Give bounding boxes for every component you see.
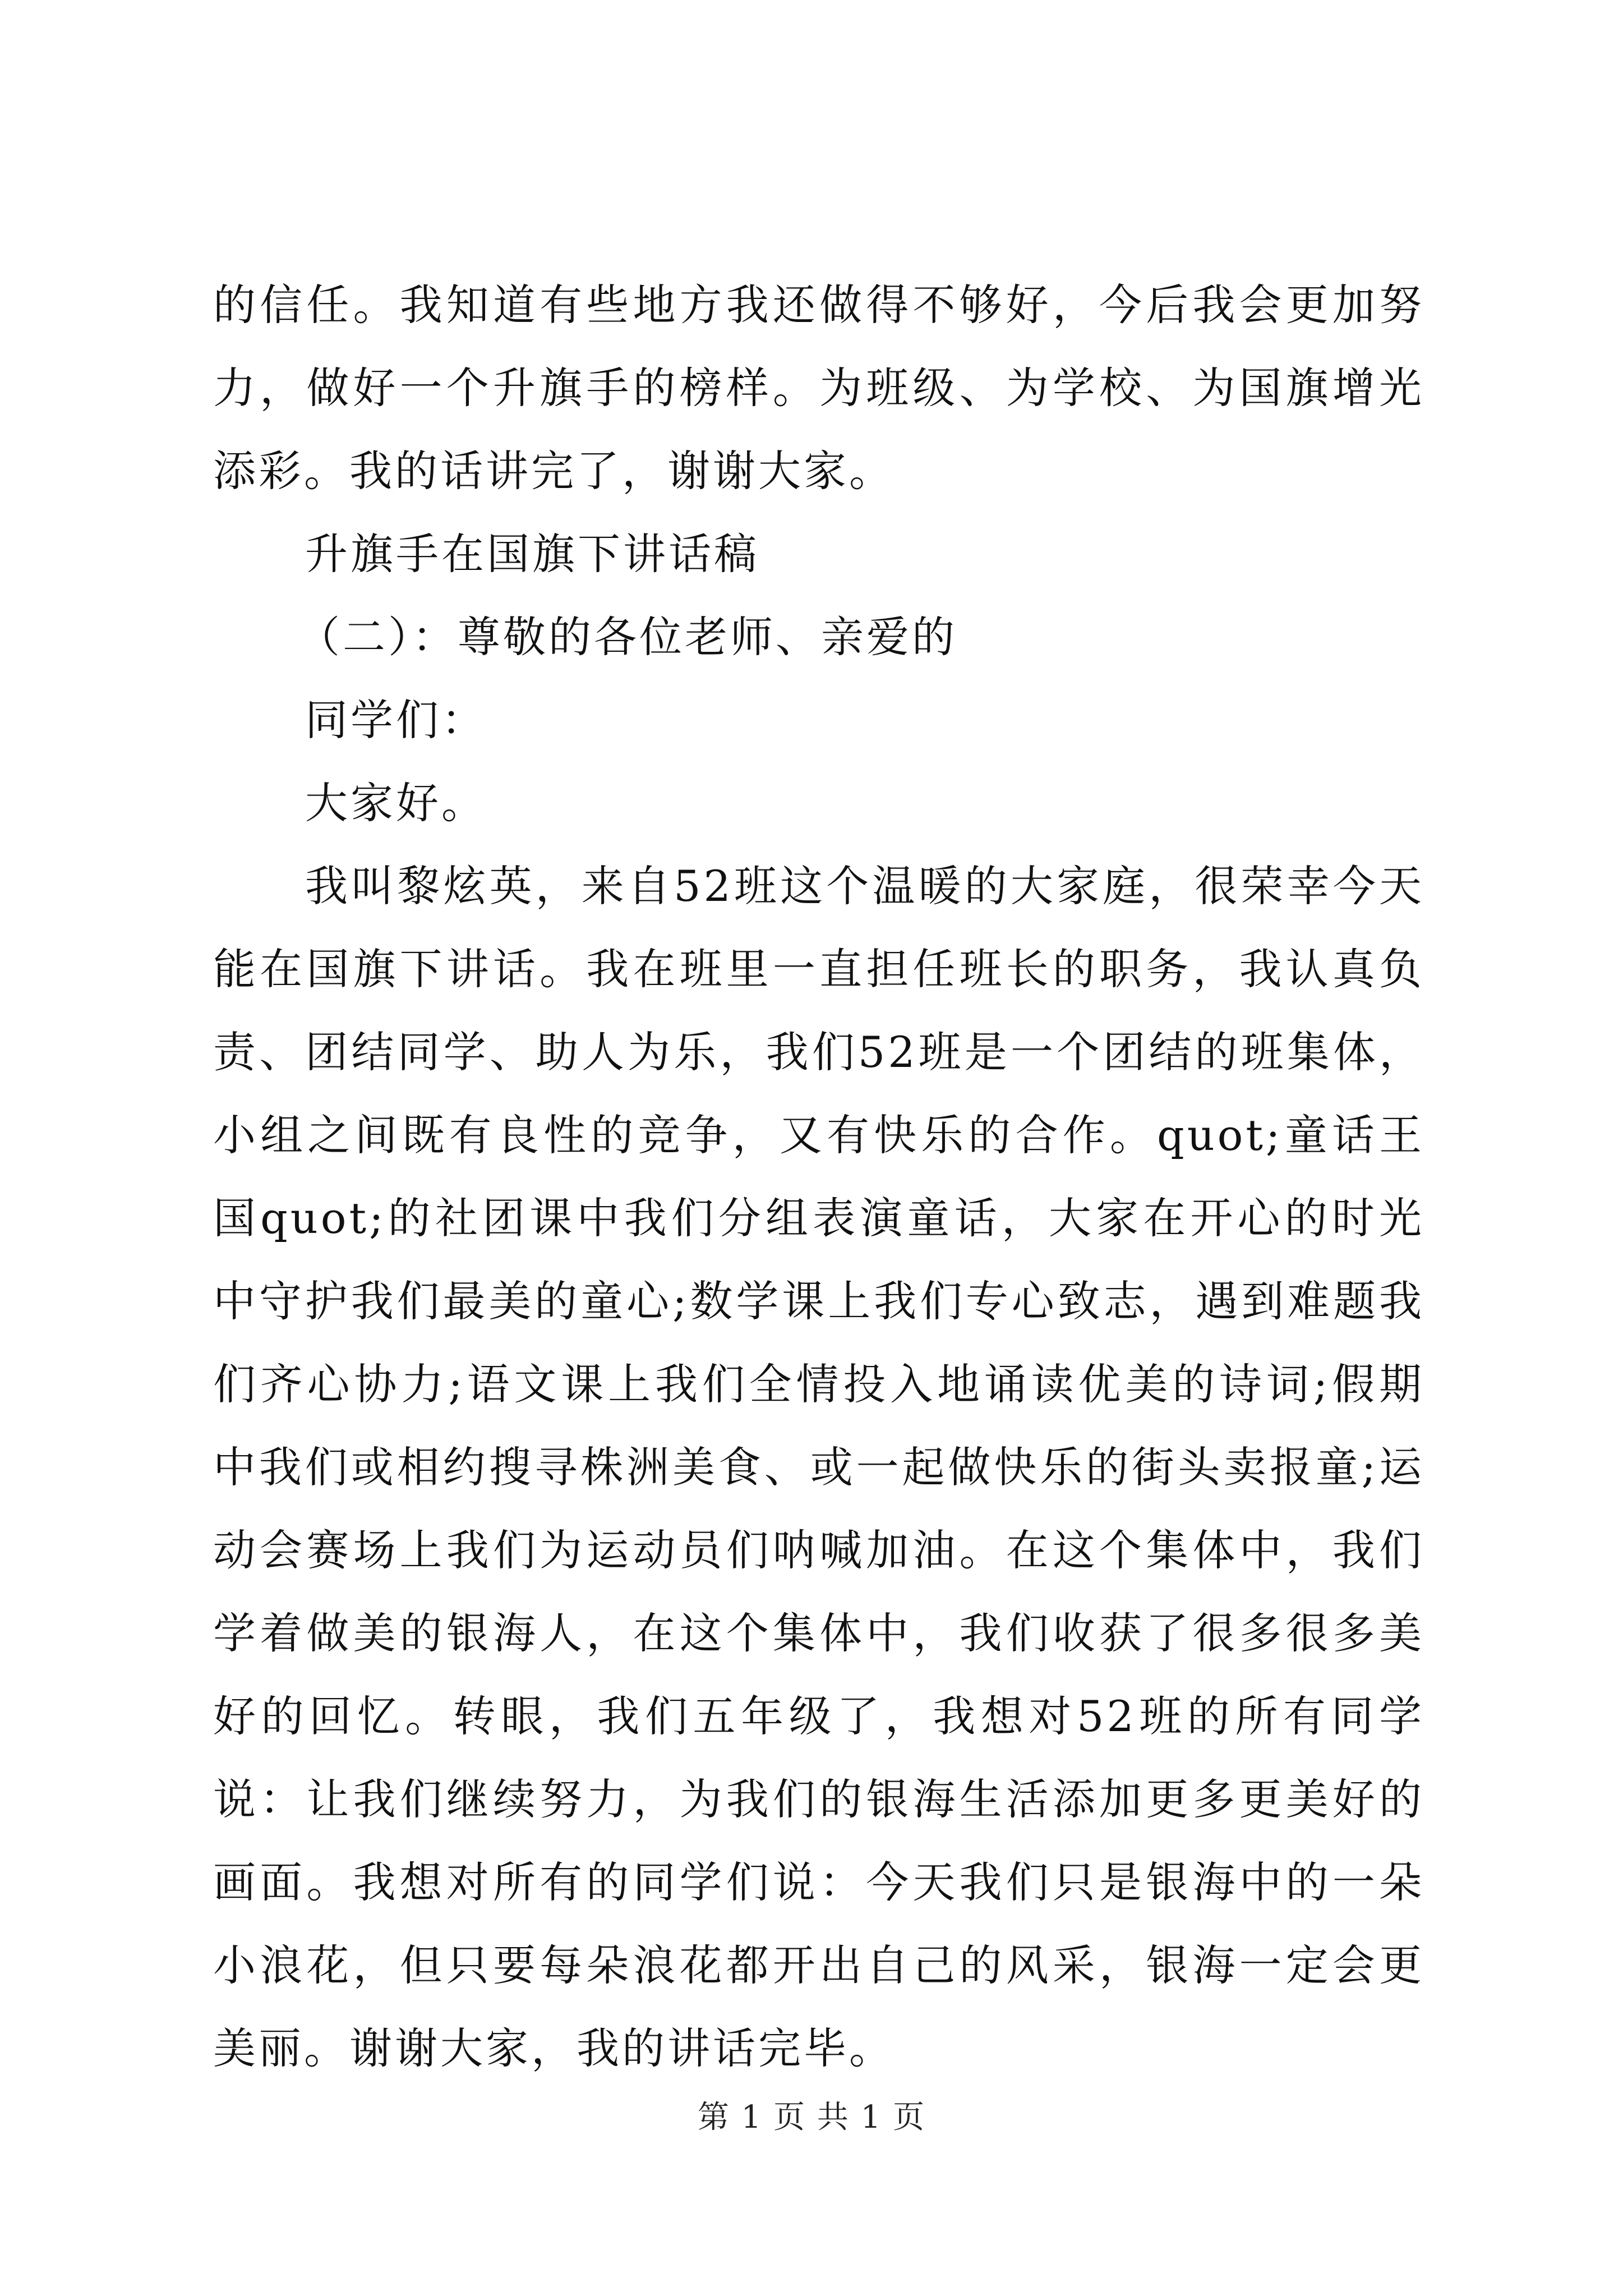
greeting: 大家好。 <box>305 778 487 828</box>
salutation-students: 同学们： <box>305 695 487 745</box>
section-heading: 升旗手在国旗下讲话稿 <box>305 529 759 579</box>
section-salutation: （二）：尊敬的各位老师、亲爱的 <box>297 612 957 662</box>
paragraph-continuation: 的信任。我知道有些地方我还做得不够好，今后我会更加努力，做好一个升旗手的榜样。为班级、为学校、为国旗增光添彩。我的话讲完了，谢谢大家。 <box>213 280 1424 496</box>
paragraph-speech-body: 我叫黎炫英，来自52班这个温暖的大家庭，很荣幸今天能在国旗下讲话。我在班里一直担任班长的职务，我认真负责、团结同学、助人为乐，我们52班是一个团结的班集体，小组之间既有良性的竞争，又有快乐的合作。quot;童话王国quot;的社团课中我们分组表演童话，大家在开心的时光中守护我们最美的童心;数学课上我们专心致志，遇到难题我们齐心协力;语文课上我们全情投入地诵读优美的诗词;假期中我们或相约搜寻株洲美食、或一起做快乐的街头卖报童;运动会赛场上我们为运动员们呐喊加油。在这个集体中，我们学着做美的银海人，在这个集体中，我们收获了很多很多美好的回忆。转眼，我们五年级了，我想对52班的所有同学说：让我们继续努力，为我们的银海生活添加更多更美好的画面。我想对所有的同学们说：今天我们只是银海中的一朵小浪花，但只要每朵浪花都开出自己的风采，银海一定会更美丽。谢谢大家，我的讲话完毕。 <box>213 861 1424 2073</box>
page-footer: 第 1 页 共 1 页 <box>697 2099 926 2136</box>
document-body <box>213 264 1424 2090</box>
